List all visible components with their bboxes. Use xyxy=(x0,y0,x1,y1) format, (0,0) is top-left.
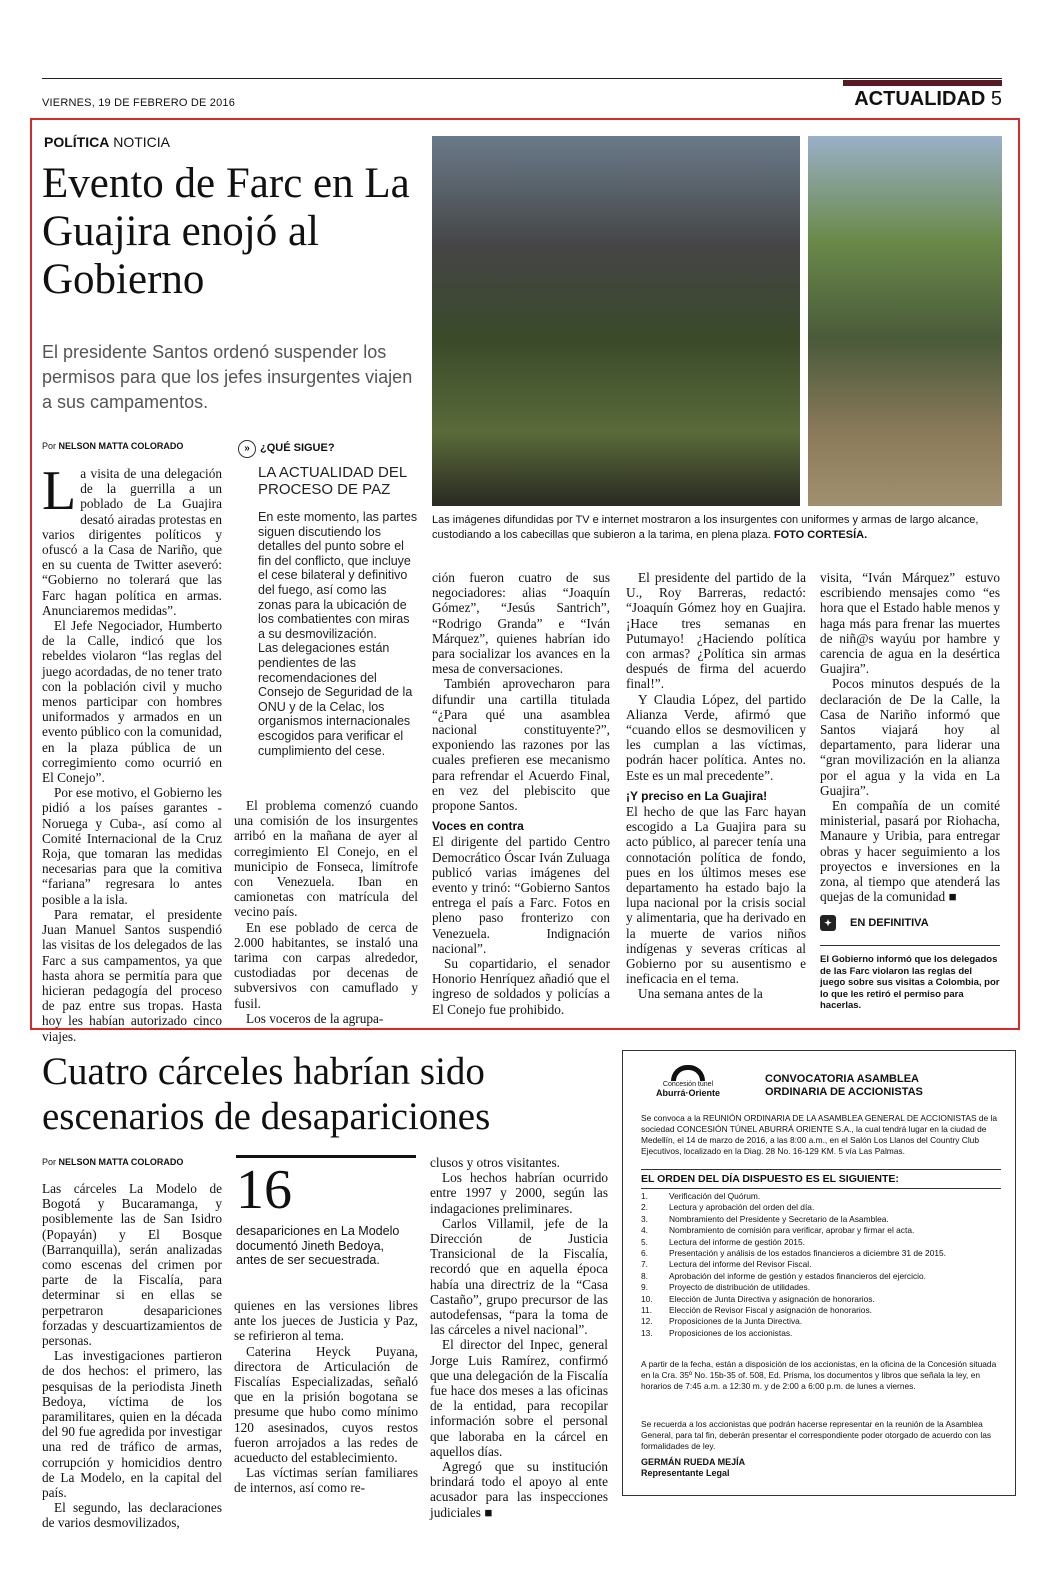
kicker-section: POLÍTICA xyxy=(44,134,110,150)
agenda-item xyxy=(641,1225,991,1236)
agenda-item-number: 4. xyxy=(641,1225,648,1236)
subheading: ¡Y preciso en La Guajira! xyxy=(626,788,768,803)
kicker-type: NOTICIA xyxy=(113,134,171,150)
agenda-item-text: Verificación del Quórum. xyxy=(669,1191,761,1201)
agenda-item xyxy=(641,1202,991,1213)
agenda-item-text: Proposiciones de la Junta Directiva. xyxy=(669,1316,803,1327)
agenda-item-text: Elección de Junta Directiva y asignación de honorarios. xyxy=(669,1293,875,1304)
signer-title: Representante Legal xyxy=(641,1468,730,1478)
signer-name: GERMÁN RUEDA MEJÍA xyxy=(641,1457,746,1467)
article-photo-secondary xyxy=(808,136,1002,506)
byline-name: NELSON MATTA COLORADO xyxy=(58,1157,184,1167)
paragraph: También aprovecharon para difundir una cartilla titulada “¿Para qué una asamblea nacional constituyente?”, exponiendo las razones por las cuales prefieren ese mecanismo para refrendar el Acuerdo Final, en vez del plebiscito que propone Santos. xyxy=(432,676,610,814)
agenda-item-number: 6. xyxy=(641,1248,648,1259)
agenda-item-text: Nombramiento de comisión para verificar, aprobar y firmar el acta. xyxy=(669,1225,915,1236)
summary-box xyxy=(820,915,1000,1012)
article-column-5 xyxy=(820,570,1000,904)
paragraph: El dirigente del partido Centro Democrático Óscar Iván Zuluaga publicó varias imágenes del evento y trinó: “Gobierno Santos entrega el país a Farc. Fotos en pleno paso fronterizo con Venezuela. Indignación nacional”. xyxy=(432,834,610,956)
article-kicker xyxy=(44,134,170,150)
article-byline xyxy=(42,441,183,451)
article-column-2 xyxy=(234,798,418,1026)
summary-title-row xyxy=(820,915,1000,931)
notice-intro: Se convoca a la REUNIÓN ORDINARIA DE LA ASAMBLEA GENERAL DE ACCIONISTAS de la sociedad CONCESIÓN TÚNEL ABURRÁ ORIENTE S.A., la cual tendrá lugar en la ciudad de Medellín, el 14 de marzo de 2016, a las 8:00 a.m., en el Salón Los Llanos del Country Club Ejecutivos, localizado en la Diag. 28 No. 16-129 KM. 5 vía Las Palmas. xyxy=(641,1113,998,1156)
article2-column-1 xyxy=(42,1181,222,1531)
paragraph: Las cárceles La Modelo de Bogotá y Bucaramanga, y posiblemente las de San Isidro (Popayán) y El Bosque (Barranquilla), serán analizadas como escenas del crimen por parte de la Fiscalía, para determinar si en ellas se perpetraron desapariciones forzadas y descuartizamientos de personas. xyxy=(42,1181,222,1349)
sidebar-label: ¿QUÉ SIGUE? xyxy=(260,442,335,454)
notice-availability: A partir de la fecha, están a disposición de los accionistas, en la oficina de la Concesión situada en la Cra. 35º No. 15b-35 of. 508, Ed. Prisma, los documentos y libros que señala la ley, en horarios de 7:45 a.m. a 12:30 m. y de 2:00 a 6:00 p.m. de lunes a viernes. xyxy=(641,1359,997,1391)
agenda-item xyxy=(641,1248,991,1259)
agenda-item-text: Lectura del informe de gestión 2015. xyxy=(669,1236,805,1247)
notice-reminder: Se recuerda a los accionistas que podrán hacerse representar en la reunión de la Asamblea General, para tal fin, deberán presentar el correspondiente poder otorgado de acuerdo con las formalidades de ley. xyxy=(641,1419,992,1451)
tunnel-logo-icon xyxy=(671,1065,705,1081)
stat-caption: desapariciones en La Modelo documentó Jineth Bedoya, antes de ser secuestrada. xyxy=(236,1224,400,1267)
agenda-item-number: 2. xyxy=(641,1202,648,1213)
logo-line-1: Concesión túnel xyxy=(662,1081,714,1088)
paragraph: El segundo, las declaraciones de varios desmovilizados, xyxy=(42,1500,222,1531)
section-header xyxy=(854,88,1002,111)
agenda-item-number: 10. xyxy=(641,1293,653,1304)
article2-headline: Cuatro cárceles habrían sido escenarios de desapariciones xyxy=(42,1050,491,1138)
agenda-item-text: Lectura del informe del Revisor Fiscal. xyxy=(669,1259,812,1270)
agenda-item-number: 8. xyxy=(641,1270,648,1281)
agenda-item-text: Proyecto de distribución de utilidades. xyxy=(669,1282,811,1293)
paragraph: quienes en las versiones libres ante los jueces de Justicia y Paz, se refirieron al tema. xyxy=(234,1298,418,1344)
agenda-item xyxy=(641,1259,991,1270)
article-column-4 xyxy=(626,570,806,1002)
agenda-item-text: Proposiciones de los accionistas. xyxy=(669,1327,793,1338)
paragraph: El presidente del partido de la U., Roy Barreras, redactó: “Joaquín Gómez hoy en Guajira. ¡Hace tres semanas en Putumayo! ¿Haciendo política con armas? ¿Política sin armas después de firma del acuerdo final!”. xyxy=(626,570,806,692)
agenda-item xyxy=(641,1237,991,1248)
agenda-item-number: 13. xyxy=(641,1327,653,1338)
page-number: 5 xyxy=(990,88,1002,110)
agenda-heading: EL ORDEN DEL DÍA DISPUESTO ES EL SIGUIENTE: xyxy=(641,1169,1001,1189)
issue-date: VIERNES, 19 DE FEBRERO DE 2016 xyxy=(42,97,236,109)
agenda-item xyxy=(641,1294,991,1305)
byline-prefix: Por xyxy=(42,1157,57,1167)
sidebar-label-row xyxy=(238,440,418,458)
agenda-item-number: 3. xyxy=(641,1213,648,1224)
paragraph: visita, “Iván Márquez” estuvo escribiendo mensajes como “es hora que el Estado hable menos y haga más para frenar las muertes de niñ@s wayúu por hambre y carencia de agua en la desértica Guajira”. xyxy=(820,570,1000,677)
agenda-item-text: Elección de Revisor Fiscal y asignación de honorarios. xyxy=(669,1305,872,1316)
agenda-item xyxy=(641,1271,991,1282)
paragraph: Su copartidario, el senador Honorio Henríquez añadió que el ingreso de soldados y policías a El Conejo fue prohibido. xyxy=(432,956,610,1017)
paragraph: El hecho de que las Farc hayan escogido a La Guajira para su acto público, al parecer tenía una connotación política de fondo, pues en los últimos meses ese departamento ha estado bajo la lupa nacional por la crisis social y alimentaria, que ha derivado en la muerte de varios niños indígenas y severas críticas al Gobierno por su ausentismo e ineficacia en el tema. xyxy=(626,804,806,987)
agenda-item xyxy=(641,1316,991,1327)
notice-logo xyxy=(633,1065,743,1098)
paragraph: Carlos Villamil, jefe de la Dirección de Justicia Transicional de la Fiscalía, recordó que en aquella época había una directriz de la “Casa Castaño”, grupo precursor de las autodefensas, “para la toma de las cárceles a nivel nacional”. xyxy=(430,1215,608,1338)
paragraph: Los voceros de la agrupa- xyxy=(246,1010,384,1026)
agenda-item-number: 5. xyxy=(641,1236,648,1247)
paragraph: El problema comenzó cuando una comisión de los insurgentes arribó en la mañana de ayer al corregimiento El Conejo, en el municipio de Fonseca, limítrofe con Venezuela. Iban en camionetas con matrícula del vecino país. xyxy=(234,798,418,920)
paragraph: Agregó que su institución brindará todo el apoyo al ente acusador para las inspecciones judiciales ■ xyxy=(430,1459,608,1520)
article-photo-main xyxy=(432,136,800,506)
sidebar xyxy=(238,440,418,758)
agenda-item xyxy=(641,1305,991,1316)
summary-title: EN DEFINITIVA xyxy=(850,917,929,929)
sidebar-paragraph: En este momento, las partes siguen discutiendo los detalles del punto sobre el fin del conflicto, que incluye el cese bilateral y definitivo del fuego, así como las zonas para la ubicación de los combatientes con miras a su desmovilización. xyxy=(258,510,418,641)
paragraph: Caterina Heyck Puyana, directora de Articulación de Fiscalías Especializadas, señaló que en la prisión bogotana se presume que hubo como mínimo 120 asesinados, cuyos restos fueron arrojados a las redes de acueducto del establecimiento. xyxy=(234,1343,418,1466)
paragraph: Las víctimas serían familiares de internos, así como re- xyxy=(234,1465,418,1496)
paragraph: Una semana antes de la xyxy=(638,986,763,1002)
caption-credit: FOTO CORTESÍA. xyxy=(773,529,868,541)
sidebar-paragraph: Las delegaciones están pendientes de las recomendaciones del Consejo de Seguridad de la ONU y de la Celac, los organismos internacionales escogidos para verificar el cumplimiento del cese. xyxy=(258,641,413,758)
paragraph: En ese poblado de cerca de 2.000 habitantes, se instaló una tarima con carpas alrededor, custodiadas por decenas de subversivos con camuflado y fusil. xyxy=(234,919,418,1011)
paragraph: El director del Inpec, general Jorge Luis Ramírez, confirmó que una delegación de la Fiscalía fue hace dos meses a las oficinas de la entidad, para recopilar información sobre el personal que laboraba en la cárcel en aquellos días. xyxy=(430,1337,608,1459)
agenda-item xyxy=(641,1214,991,1225)
notice-title: CONVOCATORIA ASAMBLEA ORDINARIA DE ACCIONISTAS xyxy=(765,1073,923,1098)
paragraph: clusos y otros visitantes. xyxy=(430,1155,561,1170)
paragraph: Y Claudia López, del partido Alianza Verde, afirmó que “cuando ellos se desmovilicen y les cumplan a las víctimas, podrán hacer política. Antes no. Este es un mal precedente”. xyxy=(626,691,806,783)
agenda-item-text: Presentación y análisis de los estados financieros a diciembre 31 de 2015. xyxy=(669,1248,947,1259)
sidebar-title: LA ACTUALIDAD DEL PROCESO DE PAZ xyxy=(258,464,407,498)
paragraph: a visita de una delegación de la guerrilla a un poblado de La Guajira desató airadas protestas en varios dirigentes políticos y ofuscó a la Casa de Nariño, que en su cuenta de Twitter aseveró: “Gobierno no tolerará que las Farc hagan política en armas. Anunciaremos medidas”. xyxy=(42,466,222,618)
agenda-item-number: 7. xyxy=(641,1259,648,1270)
article2-byline xyxy=(42,1157,183,1167)
top-rule xyxy=(42,78,1002,79)
diamond-icon: ✦ xyxy=(820,915,836,931)
byline-prefix: Por xyxy=(42,441,57,451)
paragraph: Por ese motivo, el Gobierno les pidió a los países garantes -Noruega y Cuba-, así como al Comité Internacional de la Cruz Roja, que tomaran las medidas necesarias para que la comitiva “fariana” regresara lo antes posible a la isla. xyxy=(42,785,222,907)
paragraph: En compañía de un comité ministerial, pasará por Riohacha, Manaure y Uribia, para entregar obras y hacer seguimiento a los proyectos e inversiones en la zona, al tiempo que atenderá las quejas de la comunidad ■ xyxy=(820,798,1000,905)
shareholders-notice xyxy=(622,1050,1016,1496)
article-deck: El presidente Santos ordenó suspender los permisos para que los jefes insurgentes viajen a sus campamentos. xyxy=(42,342,413,412)
agenda-item-text: Nombramiento del Presidente y Secretario de la Asamblea. xyxy=(669,1213,889,1224)
section-name: ACTUALIDAD xyxy=(854,88,986,110)
logo-line-2: Aburrá·Oriente xyxy=(655,1088,720,1098)
subheading: Voces en contra xyxy=(432,819,524,834)
agenda-item-text: Lectura y aprobación del orden del día. xyxy=(669,1202,815,1213)
agenda-item-number: 11. xyxy=(641,1305,653,1316)
sidebar-body xyxy=(238,510,418,758)
article2-column-3 xyxy=(430,1155,608,1520)
notice-signature xyxy=(641,1457,745,1479)
agenda-list xyxy=(641,1191,991,1339)
section-bar xyxy=(843,80,1002,86)
paragraph: Pocos minutos después de la declaración de De la Calle, la Casa de Nariño informó que Santos viajará hoy al departamento, para liderar una “gran movilización en la alianza por el agua y la vida en La Guajira”. xyxy=(820,676,1000,798)
agenda-item-number: 9. xyxy=(641,1282,648,1293)
paragraph: Para rematar, el presidente Juan Manuel Santos suspendió las visitas de los delegados de las Farc a sus campamentos, ya que hasta ahora se permitía para que hicieran pedagogía del proceso de paz entre sus tropas. Hasta hoy les habían autorizado cinco viajes. xyxy=(42,906,222,1044)
agenda-item xyxy=(641,1282,991,1293)
chevron-right-icon: » xyxy=(238,440,256,458)
agenda-item-number: 1. xyxy=(641,1191,648,1201)
agenda-item xyxy=(641,1328,991,1339)
agenda-item-number: 12. xyxy=(641,1316,653,1327)
dropcap: L xyxy=(42,460,77,522)
caption-text: Las imágenes difundidas por TV e internet mostraron a los insurgentes con uniformes y armas de largo alcance, custodiando a los cabecillas que subieron a la tarima, en plena plaza. xyxy=(432,514,979,541)
agenda-item-text: Aprobación del informe de gestión y estados financieros del ejercicio. xyxy=(669,1270,926,1281)
article-headline: Evento de Farc en La Guajira enojó al Gobierno xyxy=(42,160,410,303)
summary-body: El Gobierno informó que los delegados de las Farc violaron las reglas del juego sobre sus visitas a Colombia, por lo que les retiró el permiso para hacerlas. xyxy=(820,945,1000,1012)
paragraph: ción fueron cuatro de sus negociadores: alias “Joaquín Gómez”, “Jesús Santrich”, “Rodrigo Granda” e “Iván Márquez”, quienes habrían ido para socializar los avances en la mesa de conversaciones. xyxy=(432,570,610,677)
article2-column-2 xyxy=(234,1298,418,1496)
paragraph: El Jefe Negociador, Humberto de la Calle, indicó que los rebeldes violaron “las reglas del juego acordadas, de no tener trato con la población civil y mucho menos participar con hombres uniformados y armados en un evento público con la comunidad, en la plaza pública de un corregimiento como ocurrió en El Conejo”. xyxy=(42,618,222,786)
article-column-3 xyxy=(432,570,610,1017)
agenda-item xyxy=(641,1191,991,1202)
photo-caption xyxy=(432,513,1002,543)
article-column-1 xyxy=(42,460,222,1044)
stat-number: 16 xyxy=(236,1159,292,1221)
stat-rule xyxy=(236,1155,416,1158)
paragraph: Las investigaciones partieron de dos hechos: el primero, las pesquisas de la periodista Jineth Bedoya, víctima de los paramilitares, quien en la década del 90 fue agredida por investigar una red de tráfico de armas, corrupción y homicidios dentro de La Modelo, en la capital del país. xyxy=(42,1348,222,1501)
paragraph: Los hechos habrían ocurrido entre 1997 y 2000, según las indagaciones preliminares. xyxy=(430,1170,608,1216)
byline-name: NELSON MATTA COLORADO xyxy=(58,441,184,451)
